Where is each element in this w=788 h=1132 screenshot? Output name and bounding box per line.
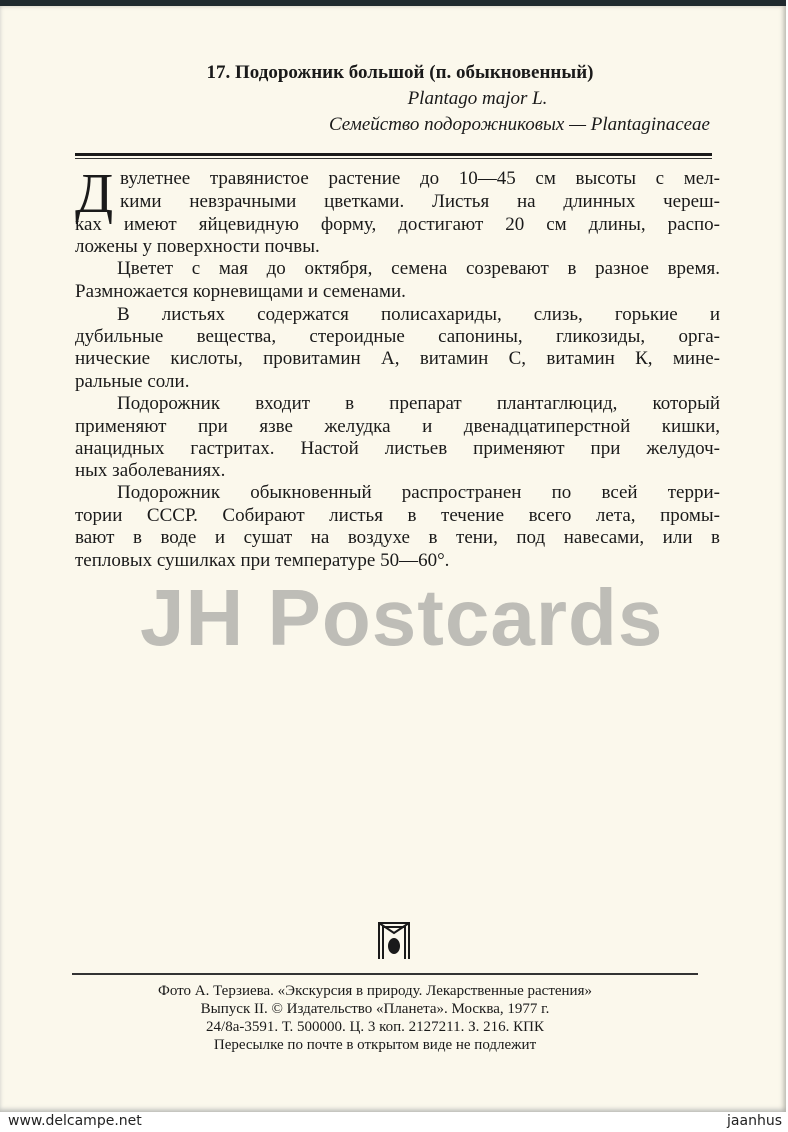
body-line: дубильные вещества, стероидные сапонины, гликозиды, орга-: [75, 326, 720, 347]
body-line: тепловых сушилках при температуре 50—60°.: [75, 550, 450, 571]
body-line: ках имеют яйцевидную форму, достигают 20 см длины, распо-: [75, 214, 720, 235]
body-line: Цветет с мая до октября, семена созревают в разное время.: [117, 258, 720, 279]
site-right-label: jaanhus: [727, 1113, 782, 1129]
plant-family: Семейство подорожниковых — Plantaginaceae: [328, 114, 710, 135]
imprint-line: 24/8а-3591. Т. 500000. Ц. 3 коп. 2127211. З. 216. КПК: [206, 1019, 544, 1035]
body-line: Подорожник входит в препарат плантаглюцид, который: [117, 393, 720, 414]
body-line: анацидных гастритах. Настой листьев применяют при желудоч-: [75, 438, 720, 459]
publisher-logo-icon: [377, 921, 411, 959]
body-line: В листьях содержатся полисахариды, слизь, горькие и: [117, 304, 720, 325]
imprint-line: Фото А. Терзиева. «Экскурсия в природу. Лекарственные растения»: [158, 983, 592, 999]
footer-divider: [72, 973, 698, 975]
body-line: тории СССР. Собирают листья в течение всего лета, промы-: [75, 505, 720, 526]
header-divider-thin: [75, 158, 712, 159]
site-strip: [0, 1112, 788, 1132]
body-line: ральные соли.: [75, 371, 190, 392]
site-left-label: www.delcampe.net: [8, 1113, 142, 1129]
header-divider: [75, 153, 712, 156]
body-line: применяют при язве желудка и двенадцатиперстной кишки,: [75, 416, 720, 437]
plant-title: 17. Подорожник большой (п. обыкновенный): [206, 62, 594, 83]
body-line: ложены у поверхности почвы.: [75, 236, 320, 257]
imprint-line: Выпуск II. © Издательство «Планета». Москва, 1977 г.: [200, 1001, 550, 1017]
watermark: JH Postcards: [140, 573, 664, 662]
body-line: нические кислоты, провитамин А, витамин С, витамин К, мине-: [75, 348, 720, 369]
body-line: вулетнее травянистое растение до 10—45 см высоты с мел-: [120, 168, 720, 189]
latin-name: Plantago major L.: [407, 88, 548, 109]
body-line: кими невзрачными цветками. Листья на длинных череш-: [120, 191, 720, 212]
body-line: ных заболеваниях.: [75, 460, 226, 481]
body-line: Размножается корневищами и семенами.: [75, 281, 406, 302]
drop-cap: Д: [75, 163, 114, 225]
body-line: вают в воде и сушат на воздухе в тени, под навесами, или в: [75, 527, 720, 548]
body-line: Подорожник обыкновенный распространен по всей терри-: [117, 482, 720, 503]
imprint-line: Пересылке по почте в открытом виде не подлежит: [213, 1037, 537, 1053]
